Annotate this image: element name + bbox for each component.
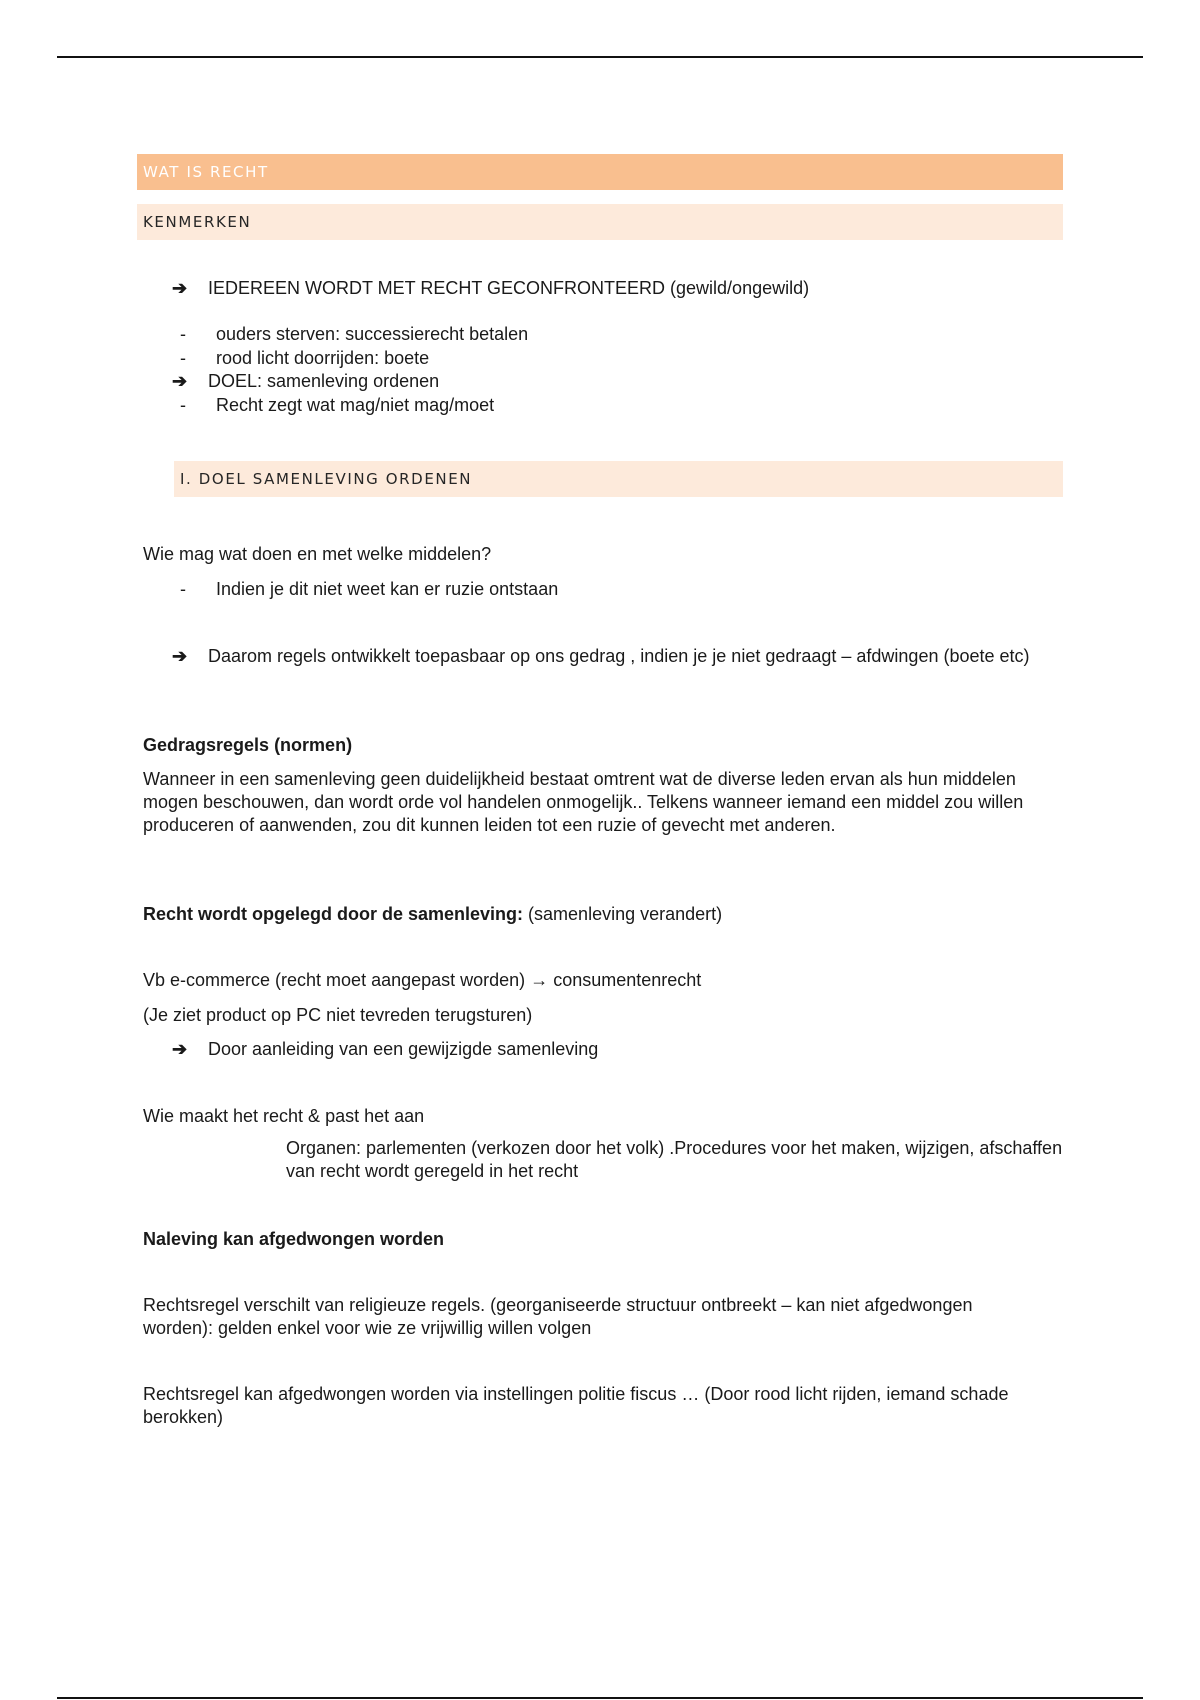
kenmerken-sub-1: ouders sterven: successierecht betalen [216,324,529,344]
heading-kenmerken: KENMERKEN [137,204,1063,240]
doel-sub: Indien je dit niet weet kan er ruzie ontstaan [216,579,559,599]
kenmerken-sub-3: Recht zegt wat mag/niet mag/moet [216,395,495,415]
kenmerken-sub-2: rood licht doorrijden: boete [216,348,430,368]
footer-rule [57,1697,1143,1699]
maakt-organen: Organen: parlementen (verkozen door het volk) .Procedures voor het maken, wijzigen, afschaffen van recht wordt geregeld in het recht [286,1138,1063,1181]
doel-arrow-text: Daarom regels ontwikkelt toepasbaar op ons gedrag , indien je je niet gedraagt – afdwingen (boete etc) [208,646,1030,666]
kenmerken-point-1: IEDEREEN WORDT MET RECHT GECONFRONTEERD (gewild/ongewild) [208,278,810,298]
header-rule [57,56,1143,58]
arrow-icon: ➔ [172,371,188,391]
opgelegd-line [143,903,722,926]
gedragsregels-paragraph: Wanneer in een samenleving geen duidelijkheid bestaat omtrent wat de diverse leden ervan als hun middelen mogen beschouwen, dan wordt orde vol handelen onmogelijk.. Telkens wanneer iemand een middel zou willen produceren of aanwenden, zou dit kunnen leiden tot een ruzie of gevecht met anderen. [143,769,1024,835]
heading-doel-samenleving: I. DOEL SAMENLEVING ORDENEN [174,461,1063,497]
doel-question: Wie mag wat doen en met welke middelen? [143,544,492,564]
kenmerken-point-2: DOEL: samenleving ordenen [208,371,440,391]
opgelegd-example-note: (Je ziet product op PC niet tevreden terugsturen) [143,1005,533,1025]
opgelegd-title: Recht wordt opgelegd door de samenleving: [143,904,524,924]
dash-bullet: - [180,395,186,415]
opgelegd-suffix: (samenleving verandert) [523,904,723,924]
arrow-right-icon: → [530,970,549,990]
dash-bullet: - [180,348,186,368]
example-post: consumentenrecht [548,970,702,990]
gedragsregels-title: Gedragsregels (normen) [143,735,353,755]
example-pre: Vb e-commerce (recht moet aangepast worden) [143,970,531,990]
dash-bullet: - [180,579,186,599]
naleving-para-1: Rechtsregel verschilt van religieuze regels. (georganiseerde structuur ontbreekt – kan niet afgedwongen worden): gelden enkel voor wie ze vrijwillig willen volgen [143,1295,973,1338]
arrow-icon: ➔ [172,278,188,298]
opgelegd-example [143,969,701,992]
arrow-icon: ➔ [172,1039,188,1059]
heading-wat-is-recht: WAT IS RECHT [137,154,1063,190]
naleving-title: Naleving kan afgedwongen worden [143,1229,445,1249]
opgelegd-arrow-text: Door aanleiding van een gewijzigde samenleving [208,1039,599,1059]
dash-bullet: - [180,324,186,344]
maakt-question: Wie maakt het recht & past het aan [143,1106,425,1126]
naleving-para-2: Rechtsregel kan afgedwongen worden via instellingen politie fiscus … (Door rood licht rijden, iemand schade berokken) [143,1384,1009,1427]
arrow-icon: ➔ [172,646,188,666]
